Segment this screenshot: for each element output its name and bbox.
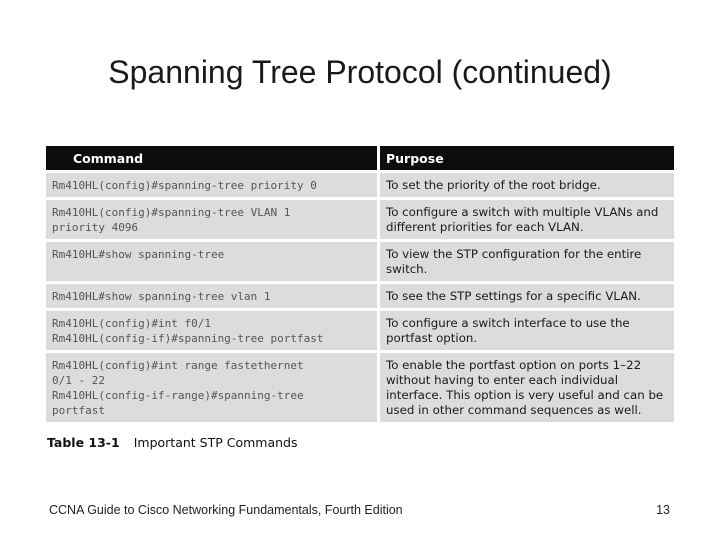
- stp-commands-table: [46, 143, 674, 425]
- table-row: [46, 242, 674, 281]
- table-row: [46, 200, 674, 239]
- table-row: [46, 353, 674, 422]
- table-header-row: [46, 146, 674, 170]
- caption-text: Important STP Commands: [133, 435, 298, 450]
- table-row: [46, 173, 674, 197]
- purpose-cell: To set the priority of the root bridge.: [380, 173, 674, 197]
- purpose-cell: To configure a switch interface to use the portfast option.: [380, 311, 674, 350]
- slide-title: Spanning Tree Protocol (continued): [108, 54, 612, 90]
- command-cell: Rm410HL(config)#int range fastethernet 0/1 - 22 Rm410HL(config-if-range)#spanning-tree portfast: [46, 353, 380, 422]
- command-cell: Rm410HL#show spanning-tree vlan 1: [46, 284, 380, 308]
- header-purpose: Purpose: [380, 146, 674, 170]
- footer-book-title: CCNA Guide to Cisco Networking Fundamentals, Fourth Edition: [49, 503, 403, 517]
- page-number: 13: [656, 503, 670, 517]
- table-row: [46, 284, 674, 308]
- command-cell: Rm410HL#show spanning-tree: [46, 242, 380, 281]
- table-caption: [47, 435, 298, 450]
- table-row: [46, 311, 674, 350]
- command-cell: Rm410HL(config)#spanning-tree priority 0: [46, 173, 380, 197]
- purpose-cell: To enable the portfast option on ports 1–22 without having to enter each individual interface. This option is very useful and can be used in other command sequences as well.: [380, 353, 674, 422]
- purpose-cell: To configure a switch with multiple VLANs and different priorities for each VLAN.: [380, 200, 674, 239]
- purpose-cell: To view the STP configuration for the entire switch.: [380, 242, 674, 281]
- command-cell: Rm410HL(config)#int f0/1 Rm410HL(config-if)#spanning-tree portfast: [46, 311, 380, 350]
- header-command: Command: [46, 146, 380, 170]
- command-cell: Rm410HL(config)#spanning-tree VLAN 1 priority 4096: [46, 200, 380, 239]
- caption-label: Table 13-1: [47, 435, 120, 450]
- purpose-cell: To see the STP settings for a specific VLAN.: [380, 284, 674, 308]
